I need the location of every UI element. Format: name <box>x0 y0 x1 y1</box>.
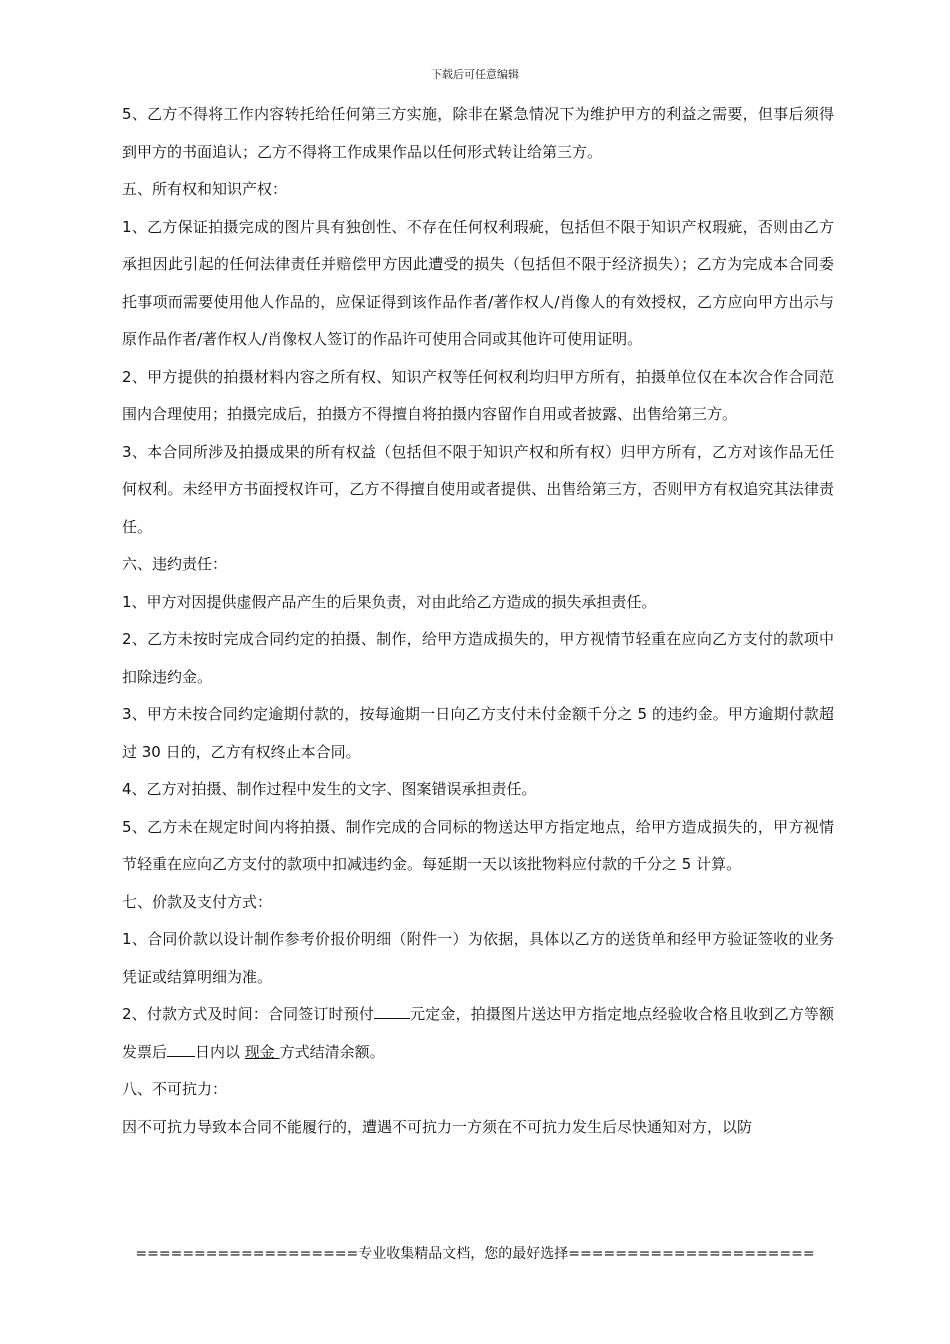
section-heading-8: 八、不可抗力： <box>122 1080 228 1098</box>
page-header: 下载后可任意编辑 <box>431 68 519 81</box>
section-heading-5: 五、所有权和知识产权： <box>122 180 288 198</box>
clause-5-3: 3、本合同所涉及拍摄成果的所有权益（包括但不限于知识产权和所有权）归甲方所有，乙方对该作品无任何权利。未经甲方书面授权许可，乙方不得擅自使用或者提供、出售给第三方，否则甲方有权追究其法律责任。 <box>122 442 834 536</box>
section-heading-6: 六、违约责任： <box>122 555 228 573</box>
clause-7-2-part-d: 方式结清余额。 <box>279 1042 385 1061</box>
clause-6-4: 4、乙方对拍摄、制作过程中发生的文字、图案错误承担责任。 <box>122 780 537 798</box>
deposit-amount-blank <box>374 1003 410 1019</box>
clause-7-2-part-c: 日内以 <box>195 1042 245 1061</box>
clause-5-2: 2、甲方提供的拍摄材料内容之所有权、知识产权等任何权利均归甲方所有，拍摄单位仅在本次合作合同范围内合理使用；拍摄完成后，拍摄方不得擅自将拍摄内容留作自用或者披露、出售给第三方。 <box>122 367 834 423</box>
clause-6-5: 5、乙方未在规定时间内将拍摄、制作完成的合同标的物送达甲方指定地点，给甲方造成损失的，甲方视情节轻重在应向乙方支付的款项中扣减违约金。每延期一天以该批物料应付款的千分之 5 计算。 <box>122 817 834 873</box>
clause-7-2-part-a: 2、付款方式及时间：合同签订时预付 <box>122 1005 374 1023</box>
clause-7-2-part-b: 元定金，拍摄图片送达甲方指定地点经验收合格且收到乙方等额发票后 <box>122 1005 834 1061</box>
clause-7-2 <box>122 996 834 1071</box>
clause-4-5: 5、乙方不得将工作内容转托给任何第三方实施，除非在紧急情况下为维护甲方的利益之需要，但事后须得到甲方的书面追认；乙方不得将工作成果作品以任何形式转让给第三方。 <box>122 105 834 161</box>
clause-5-1: 1、乙方保证拍摄完成的图片具有独创性、不存在任何权利瑕疵，包括但不限于知识产权瑕疵，否则由乙方承担因此引起的任何法律责任并赔偿甲方因此遭受的损失（包括但不限于经济损失）；乙方为完成本合同委托事项而需要使用他人作品的，应保证得到该作品作者/著作权人/肖像人的有效授权，乙方应向甲方出示与原作品作者/著作权人/肖像权人签订的作品许可使用合同或其他许可使用证明。 <box>122 217 834 348</box>
clause-6-2: 2、乙方未按时完成合同约定的拍摄、制作，给甲方造成损失的，甲方视情节轻重在应向乙方支付的款项中扣除违约金。 <box>122 630 834 686</box>
clause-7-1: 1、合同价款以设计制作参考价报价明细（附件一）为依据，具体以乙方的送货单和经甲方验证签收的业务凭证或结算明细为准。 <box>122 930 834 986</box>
document-body <box>122 96 834 1146</box>
page-footer: ===================专业收集精品文档，您的最好选择===================== <box>135 1246 815 1262</box>
section-heading-7: 七、价款及支付方式： <box>122 892 273 911</box>
payment-days-blank <box>167 1041 195 1057</box>
clause-6-3: 3、甲方未按合同约定逾期付款的，按每逾期一日向乙方支付未付金额千分之 5 的违约金。甲方逾期付款超过 30 日的，乙方有权终止本合同。 <box>122 705 834 761</box>
payment-method: 现金 <box>244 1042 280 1061</box>
clause-6-1: 1、甲方对因提供虚假产品产生的后果负责，对由此给乙方造成的损失承担责任。 <box>122 592 657 611</box>
clause-8: 因不可抗力导致本合同不能履行的，遭遇不可抗力一方须在不可抗力发生后尽快通知对方，以防 <box>122 1117 753 1136</box>
